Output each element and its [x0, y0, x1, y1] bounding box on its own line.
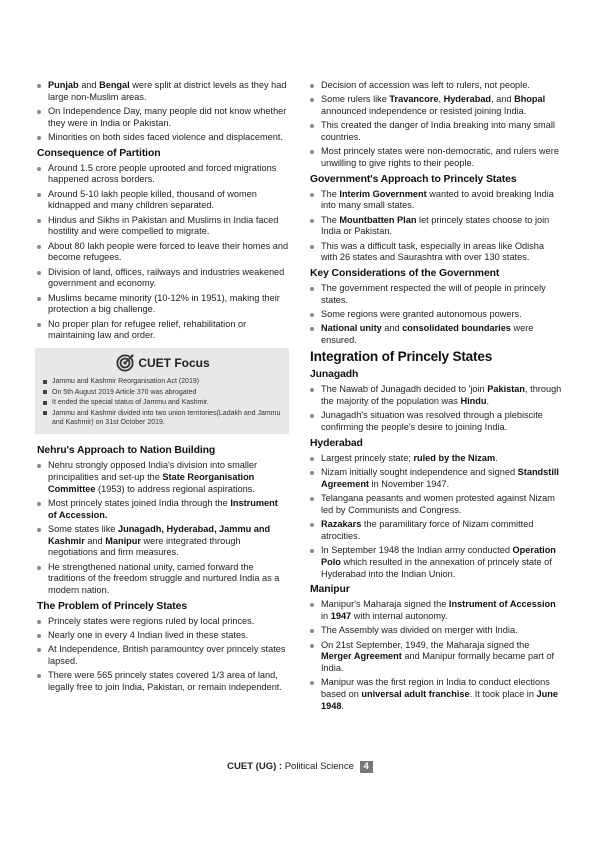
list-item: Muslims became minority (10-12% in 1951), making their protection a big challenge.	[37, 293, 289, 316]
list-item: Nehru strongly opposed India's division into smaller principalities and set-up the State Reorganisation Committee (1953) to address regional aspirations.	[37, 460, 289, 495]
list-item: The Mountbatten Plan let princely states choose to join India or Pakistan.	[310, 215, 562, 238]
list-item: About 80 lakh people were forced to leave their homes and become refugees.	[37, 241, 289, 264]
list-item: In September 1948 the Indian army conducted Operation Polo which resulted in the annexation of princely state of Hyderabad into the Indian Union.	[310, 545, 562, 580]
junagadh-list	[310, 384, 562, 433]
nehru-list	[37, 460, 289, 597]
list-item: There were 565 princely states covered 1/3 area of land, legally free to join India, Pakistan, or remain independent.	[37, 670, 289, 693]
list-item: Manipur's Maharaja signed the Instrument of Accession in 1947 with internal autonomy.	[310, 599, 562, 622]
list-item: Telangana peasants and women protested against Nizam led by Communists and Congress.	[310, 493, 562, 516]
list-item: The Nawab of Junagadh decided to 'join Pakistan, through the majority of the population was Hindu.	[310, 384, 562, 407]
footer-label: CUET (UG) :	[227, 761, 283, 772]
target-arrow-icon	[116, 354, 134, 372]
intro-list-right	[310, 80, 562, 170]
hyderabad-heading: Hyderabad	[310, 437, 363, 449]
list-item: He strengthened national unity, carried forward the traditions of the freedom struggle and nurtured India as a modern nation.	[37, 562, 289, 597]
list-item: Around 1.5 crore people uprooted and forced migrations happened across borders.	[37, 163, 289, 186]
list-item: The government respected the will of people in princely states.	[310, 283, 562, 306]
list-item: Princely states were regions ruled by local princes.	[37, 616, 289, 628]
list-item: The Interim Government wanted to avoid breaking India into many small states.	[310, 189, 562, 212]
list-item: On 21st September, 1949, the Maharaja signed the Merger Agreement and Manipur formally became part of India.	[310, 640, 562, 675]
list-item: Razakars the paramilitary force of Nizam committed atrocities.	[310, 519, 562, 542]
right-column	[310, 80, 562, 715]
list-item: Some regions were granted autonomous powers.	[310, 309, 562, 321]
nehru-heading: Nehru's Approach to Nation Building	[37, 445, 216, 457]
list-item: Some states like Junagadh, Hyderabad, Jammu and Kashmir and Manipur were integrated through negotiations and firm measures.	[37, 524, 289, 559]
list-item: Nizam initially sought independence and signed Standstill Agreement in November 1947.	[310, 467, 562, 490]
list-item: Manipur was the first region in India to conduct elections based on universal adult franchise. It took place in June 1948.	[310, 677, 562, 712]
list-item: Around 5-10 lakh people killed, thousand of women kidnapped and many children separated.	[37, 189, 289, 212]
list-item: It ended the special status of Jammu and Kashmir.	[43, 398, 283, 407]
list-item: Nearly one in every 4 Indian lived in these states.	[37, 630, 289, 642]
list-item: Most princely states were non-democratic, and rulers were unwilling to give rights to their people.	[310, 146, 562, 169]
list-item: Some rulers like Travancore, Hyderabad, and Bhopal announced independence or resisted joining India.	[310, 94, 562, 117]
list-item: Division of land, offices, railways and industries weakened government and economy.	[37, 267, 289, 290]
integration-heading: Integration of Princely States	[310, 349, 493, 365]
problem-list	[37, 616, 289, 694]
left-column	[37, 80, 289, 696]
list-item: Most princely states joined India through the Instrument of Accession.	[37, 498, 289, 521]
govt-list	[310, 189, 562, 264]
page-footer	[0, 761, 600, 773]
list-item: Minorities on both sides faced violence and displacement.	[37, 132, 289, 144]
key-list	[310, 283, 562, 347]
list-item: No proper plan for refugee relief, rehabilitation or maintaining law and order.	[37, 319, 289, 342]
junagadh-heading: Junagadh	[310, 369, 359, 381]
hyderabad-list	[310, 453, 562, 580]
list-item: Jammu and Kashmir divided into two union territories(Ladakh and Jammu and Kashmir) on 31st October 2019.	[43, 409, 283, 427]
list-item: Punjab and Bengal were split at district levels as they had large non-Muslim areas.	[37, 80, 289, 103]
list-item: On Independence Day, many people did not know whether they were in India or Pakistan.	[37, 106, 289, 129]
list-item: Decision of accession was left to rulers, not people.	[310, 80, 562, 92]
problem-heading: The Problem of Princely States	[37, 600, 188, 612]
list-item: The Assembly was divided on merger with India.	[310, 625, 562, 637]
partition-heading: Consequence of Partition	[37, 147, 161, 159]
page-number: 4	[360, 761, 373, 773]
focus-header	[43, 352, 283, 374]
footer-subject: Political Science	[284, 761, 354, 772]
list-item: Largest princely state; ruled by the Nizam.	[310, 453, 562, 465]
list-item: National unity and consolidated boundaries were ensured.	[310, 323, 562, 346]
intro-list-left	[37, 80, 289, 144]
cuet-focus-box	[35, 348, 289, 434]
list-item: At Independence, British paramountcy over princely states lapsed.	[37, 644, 289, 667]
list-item: On 5th August 2019 Article 370 was abrogated	[43, 388, 283, 397]
key-heading: Key Considerations of the Government	[310, 268, 500, 280]
list-item: This was a difficult task, especially in areas like Odisha with 26 states and Saurashtra with over 130 states.	[310, 241, 562, 264]
list-item: This created the danger of India breaking into many small countries.	[310, 120, 562, 143]
list-item: Hindus and Sikhs in Pakistan and Muslims in India faced hostility and were compelled to migrate.	[37, 215, 289, 238]
manipur-heading: Manipur	[310, 584, 350, 596]
partition-list	[37, 163, 289, 342]
manipur-list	[310, 599, 562, 712]
list-item: Junagadh's situation was resolved through a plebiscite confirming the people's desire to joining India.	[310, 410, 562, 433]
list-item: Jammu and Kashmir Reorganisation Act (2019)	[43, 377, 283, 386]
focus-title: CUET Focus	[138, 356, 210, 371]
focus-list	[43, 377, 283, 427]
govt-heading: Government's Approach to Princely States	[310, 173, 517, 185]
